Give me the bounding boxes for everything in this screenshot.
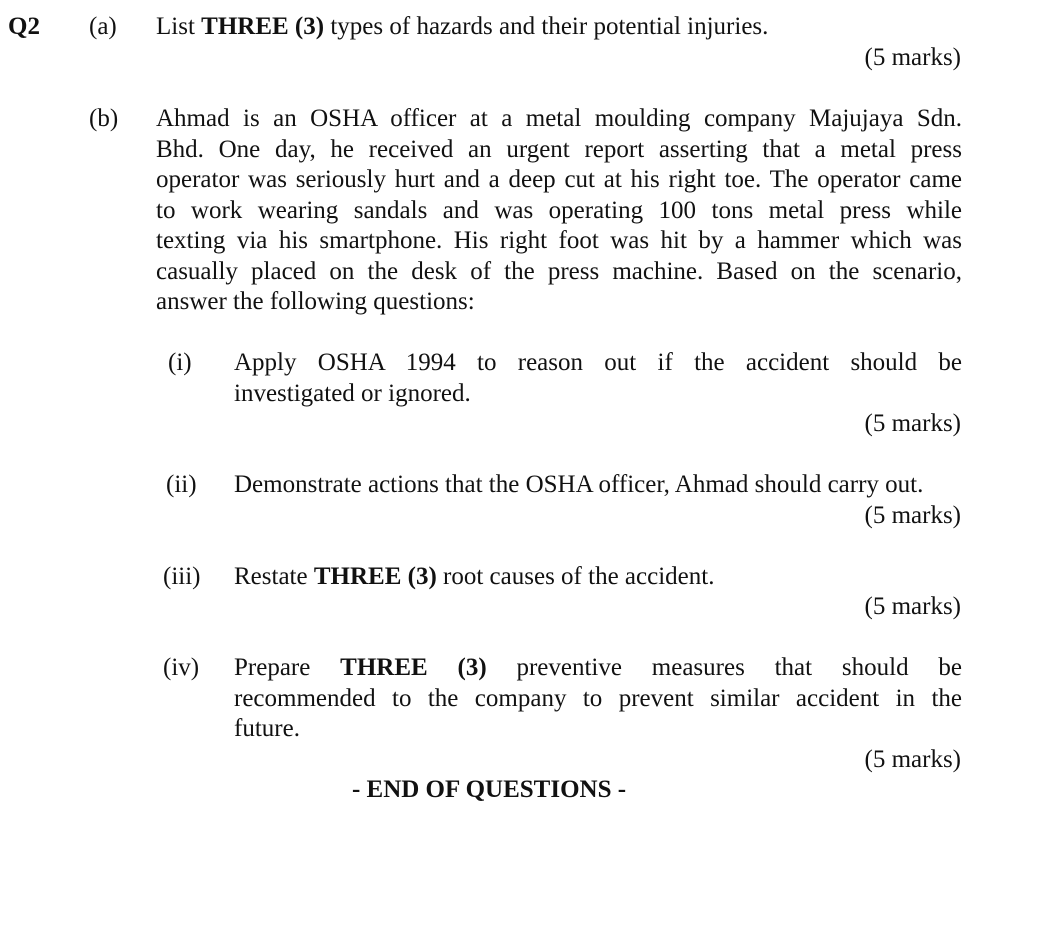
scenario-line-6: casually placed on the desk of the press machine. Based on the scenario,: [156, 257, 962, 285]
part-b-scenario: [156, 104, 962, 318]
part-a-suffix: types of hazards and their potential injuries.: [324, 13, 769, 40]
part-a-label: (a): [89, 13, 117, 40]
sub-ii-text: Demonstrate actions that the OSHA officer, Ahmad should carry out.: [234, 471, 924, 498]
sub-iii-prefix: Restate: [234, 563, 314, 590]
scenario-line-2: Bhd. One day, he received an urgent report asserting that a metal press: [156, 135, 962, 163]
sub-iv-marks: (5 marks): [864, 746, 961, 773]
part-b-label: (b): [89, 105, 119, 132]
question-number: Q2: [8, 13, 40, 40]
sub-ii-marks: (5 marks): [864, 502, 961, 529]
sub-iv-prefix: Prepare: [234, 654, 341, 681]
sub-i-line-2: investigated or ignored.: [234, 379, 471, 407]
scenario-line-4: to work wearing sandals and was operating 100 tons metal press while: [156, 196, 962, 224]
part-a-bold: THREE (3): [201, 13, 325, 40]
part-a-marks: (5 marks): [864, 44, 961, 71]
sub-iv-label: (iv): [163, 654, 200, 681]
sub-iv-bold: THREE (3): [340, 654, 487, 681]
sub-i-marks: (5 marks): [864, 410, 961, 437]
part-a-prefix: List: [156, 13, 202, 40]
sub-iii-label: (iii): [163, 563, 201, 590]
scenario-line-3: operator was seriously hurt and a deep cut at his right toe. The operator came: [156, 166, 962, 193]
sub-iii-marks: (5 marks): [864, 593, 961, 620]
sub-iv-text: [234, 653, 962, 745]
end-of-questions: - END OF QUESTIONS -: [351, 776, 627, 803]
sub-iv-line-1: [234, 653, 962, 684]
sub-iv-line-2: recommended to the company to prevent similar accident in the: [234, 684, 962, 712]
part-a-text: [156, 12, 768, 43]
sub-iii-text: [234, 562, 714, 593]
sub-iv-line-3: future.: [234, 715, 300, 742]
sub-i-text: [234, 348, 962, 409]
scenario-line-1: Ahmad is an OSHA officer at a metal moulding company Majujaya Sdn.: [156, 105, 962, 132]
sub-i-label: (i): [168, 349, 192, 376]
sub-iii-bold: THREE (3): [313, 563, 437, 590]
sub-i-line-1: Apply OSHA 1994 to reason out if the accident should be: [234, 349, 962, 376]
scenario-line-5: texting via his smartphone. His right foot was hit by a hammer which was: [156, 227, 962, 254]
sub-ii-label: (ii): [166, 471, 197, 498]
sub-iv-suffix: preventive measures that should be: [486, 654, 962, 681]
sub-iii-suffix: root causes of the accident.: [436, 563, 715, 590]
scenario-line-7: answer the following questions:: [156, 288, 475, 315]
